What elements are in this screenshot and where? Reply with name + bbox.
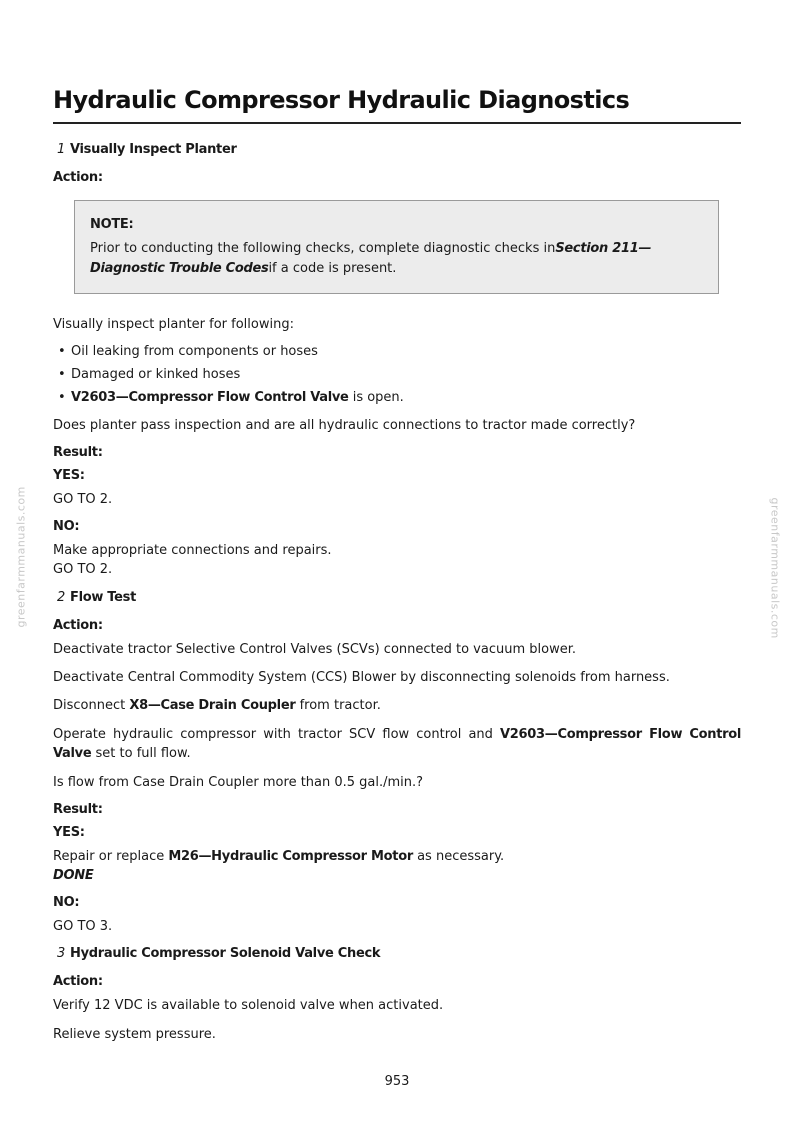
step-2-result-label: Result: [53, 802, 103, 817]
step-1-intro: Visually inspect planter for following: [53, 317, 294, 332]
step-2-paragraph-1: Deactivate tractor Selective Control Valves (SCVs) connected to vacuum blower. [53, 642, 576, 657]
bullet-icon: • [58, 367, 66, 382]
step-2-action-label: Action: [53, 618, 103, 633]
watermark-right: greenfarmmanuals.com [768, 497, 782, 639]
list-item [53, 342, 404, 365]
note-text [90, 239, 710, 279]
step-2-no-text: GO TO 3. [53, 919, 113, 934]
note-text-before: Prior to conducting the following checks, complete diagnostic checks in [90, 241, 556, 256]
note-text-after: if a code is present. [268, 261, 397, 276]
watermark-left: greenfarmmanuals.com [14, 486, 28, 628]
p3-text-after: from tractor. [295, 698, 381, 713]
yes-text-before: Repair or replace [53, 849, 169, 864]
step-1-no-label: NO: [53, 519, 80, 534]
step-2-yes-label: YES: [53, 825, 85, 840]
list-item-text: Damaged or kinked hoses [71, 367, 241, 382]
list-item-text: Oil leaking from components or hoses [71, 344, 318, 359]
valve-reference: V2603—Compressor Flow Control Valve [53, 727, 742, 761]
step-2-yes-text [53, 847, 741, 885]
bullet-icon: • [58, 344, 66, 359]
step-1-yes-text: GO TO 2. [53, 492, 113, 507]
step-2-paragraph-4 [53, 725, 741, 763]
step-1-no-line-2: GO TO 2. [53, 562, 113, 577]
step-3-action-label: Action: [53, 974, 103, 989]
yes-text-after: as necessary. [412, 849, 505, 864]
inspection-list [53, 342, 404, 411]
step-2-paragraph-3 [53, 696, 741, 715]
step-1-question: Does planter pass inspection and are all hydraulic connections to tractor made correctly? [53, 418, 636, 433]
step-2-number: 2 [57, 590, 65, 605]
page-number: 953 [384, 1074, 410, 1089]
step-3-heading [53, 946, 380, 961]
step-3-title: Hydraulic Compressor Solenoid Valve Check [69, 946, 381, 961]
done-label: DONE [53, 868, 94, 883]
p4-text-after: set to full flow. [91, 746, 191, 761]
step-3-paragraph-2: Relieve system pressure. [53, 1027, 216, 1042]
list-item [53, 388, 404, 411]
note-label: NOTE: [90, 217, 134, 232]
bullet-icon: • [58, 390, 66, 405]
step-3-paragraph-1: Verify 12 VDC is available to solenoid valve when activated. [53, 998, 444, 1013]
list-item-text: is open. [348, 390, 404, 405]
step-2-question: Is flow from Case Drain Coupler more than 0.5 gal./min.? [53, 775, 424, 790]
valve-reference: V2603—Compressor Flow Control Valve [71, 390, 349, 405]
coupler-reference: X8—Case Drain Coupler [129, 698, 296, 713]
list-item [53, 365, 404, 388]
note-box [74, 200, 719, 294]
step-1-no-line-1: Make appropriate connections and repairs. [53, 543, 332, 558]
step-1-number: 1 [57, 142, 65, 157]
step-2-heading [53, 590, 136, 605]
note-section-reference: Section 211—Diagnostic Trouble Codes [90, 241, 652, 276]
motor-reference: M26—Hydraulic Compressor Motor [168, 849, 413, 864]
step-1-result-label: Result: [53, 445, 103, 460]
step-2-title: Flow Test [69, 590, 136, 605]
step-1-action-label: Action: [53, 170, 103, 185]
page-title: Hydraulic Compressor Hydraulic Diagnostics [53, 86, 630, 114]
step-2-no-label: NO: [53, 895, 80, 910]
p3-text-before: Disconnect [53, 698, 130, 713]
step-1-yes-label: YES: [53, 468, 85, 483]
step-2-paragraph-2: Deactivate Central Commodity System (CCS) Blower by disconnecting solenoids from harness. [53, 670, 670, 685]
step-3-number: 3 [57, 946, 65, 961]
p4-text-before: Operate hydraulic compressor with tractor SCV flow control and [53, 727, 501, 742]
step-1-heading [53, 142, 237, 157]
title-divider [53, 122, 741, 124]
step-1-title: Visually Inspect Planter [69, 142, 237, 157]
step-1-no-text [53, 541, 741, 579]
